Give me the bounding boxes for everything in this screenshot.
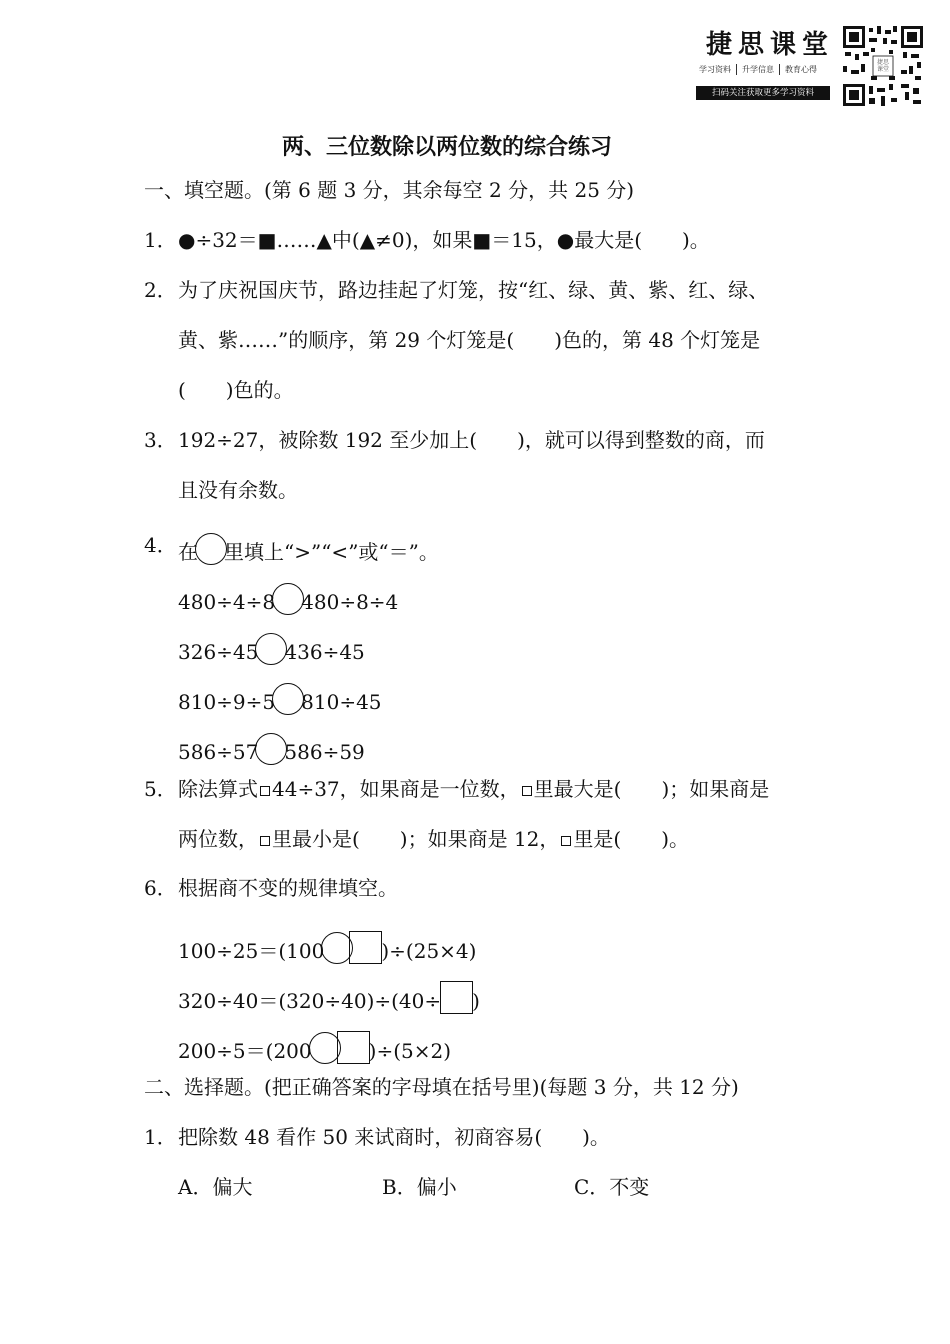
q4-row [178,583,398,615]
tag-admission: 升学信息 [737,64,780,75]
q5-text-c: 里最大是( )；如果商是 [533,777,770,801]
section2-heading: 二、选择题。(把正确答案的字母填在括号里)(每题 3 分，共 12 分) [144,1075,739,1099]
digit-box-icon [522,786,532,796]
number-box-answer[interactable] [337,1031,370,1064]
q6-row3 [178,1031,451,1064]
q1-number: 1． [144,228,177,252]
q4-number: 4． [144,533,177,557]
q4-row-right: 586÷59 [284,740,365,764]
q2-line1: 为了庆祝国庆节，路边挂起了灯笼，按“红、绿、黄、紫、红、绿、 [178,278,769,302]
q4-row-left: 586÷57 [178,740,259,764]
option-a[interactable]: A．偏大 [178,1175,253,1199]
qr-code[interactable] [843,26,923,106]
number-box-answer[interactable] [440,981,473,1014]
option-c[interactable]: C．不变 [574,1175,650,1199]
compare-circle-answer[interactable] [255,633,287,665]
q4-post: 里填上“>”“<”或“＝”。 [224,540,439,564]
page-title: 两、三位数除以两位数的综合练习 [282,135,613,160]
q5-text-a: 除法算式 [178,777,258,801]
digit-box-icon [260,786,270,796]
tag-study: 学习资料 [694,64,737,75]
digit-box-icon [260,836,270,846]
q6-row2 [178,981,480,1014]
q4-row-left: 480÷4÷8 [178,590,276,614]
brand-name: 捷思课堂 [706,30,835,60]
q4-instruction [178,533,439,565]
q6-row2-a: 320÷40＝(320÷40)÷(40÷ [178,989,442,1013]
section1-heading: 一、填空题。(第 6 题 3 分，其余每空 2 分，共 25 分) [144,178,635,202]
scan-banner: 扫码关注获取更多学习资料 [696,86,830,100]
q6-row2-b: ) [472,989,480,1013]
q6-row1 [178,931,476,964]
q4-pre: 在 [178,540,198,564]
q5-text-f: 里是( )。 [573,827,690,851]
q4-row-left: 810÷9÷5 [178,690,276,714]
compare-circle-sample [195,533,227,565]
q2-number: 2． [144,278,177,302]
compare-circle-answer[interactable] [272,583,304,615]
q4-row [178,633,365,665]
option-b[interactable]: B．偏小 [382,1175,457,1199]
number-box-answer[interactable] [349,931,382,964]
q5-text-d: 两位数， [178,827,258,851]
q4-row-right: 810÷45 [301,690,382,714]
q4-row-left: 326÷45 [178,640,259,664]
q3-line1: 192÷27，被除数 192 至少加上( )，就可以得到整数的商，而 [178,428,765,452]
q6-number: 6． [144,876,177,900]
q5-line1 [178,777,769,801]
q6-row1-a: 100÷25＝(100 [178,939,325,963]
q2-line2: 黄、紫……”的顺序，第 29 个灯笼是( )色的，第 48 个灯笼是 [178,328,761,352]
tag-education: 教育心得 [785,65,817,74]
q4-row-right: 480÷8÷4 [301,590,399,614]
q4-row [178,733,365,765]
q5-text-e: 里最小是( )；如果商是 12， [272,827,560,851]
digit-box-icon [561,836,571,846]
q1-text: ●÷32＝■……▲中(▲≠0)，如果■＝15，●最大是( )。 [178,228,710,252]
brand-tags [694,64,822,75]
qr-caption: 捷思课堂 [876,59,889,73]
q5-text-b: 44÷37，如果商是一位数， [272,777,520,801]
q3-number: 3． [144,428,177,452]
q5-number: 5． [144,777,177,801]
q5-line2 [178,827,689,851]
s2-q1-text: 把除数 48 看作 50 来试商时，初商容易( )。 [178,1125,610,1149]
q6-row1-b: )÷(25×4) [381,939,477,963]
q4-row-right: 436÷45 [284,640,365,664]
q2-line3: ( )色的。 [178,378,294,402]
q6-text: 根据商不变的规律填空。 [178,876,398,900]
compare-circle-answer[interactable] [272,683,304,715]
q6-row3-a: 200÷5＝(200 [178,1039,312,1063]
q6-row3-b: )÷(5×2) [368,1039,452,1063]
compare-circle-answer[interactable] [255,733,287,765]
s2-q1-number: 1． [144,1125,177,1149]
q3-line2: 且没有余数。 [178,478,298,502]
q4-row [178,683,382,715]
